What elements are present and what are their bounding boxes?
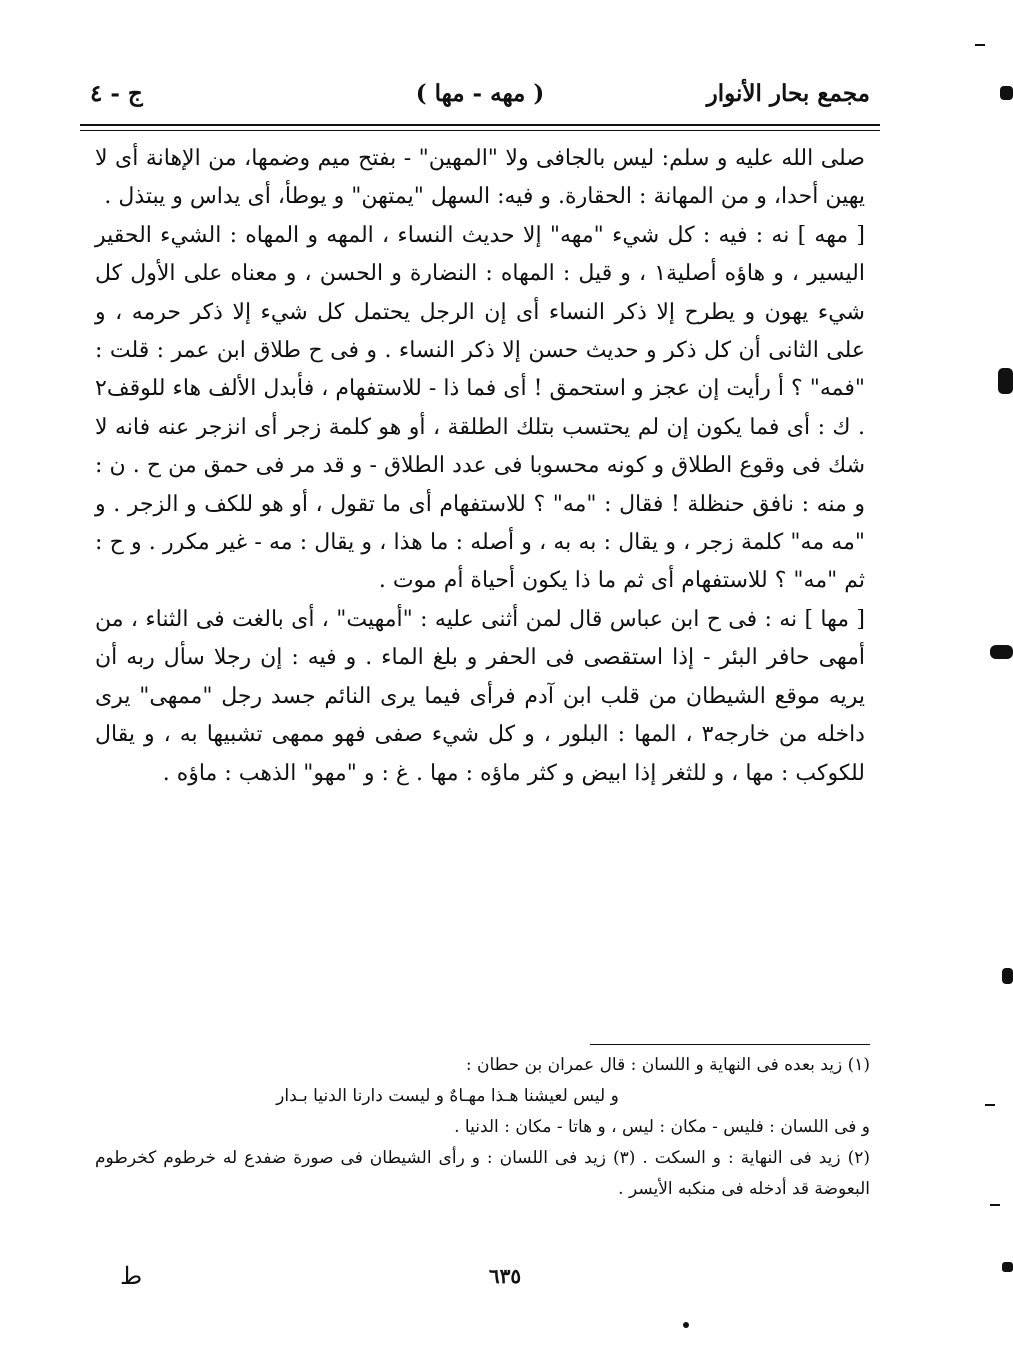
page-header: [90, 80, 870, 120]
paragraph-entry-mahah: [ مهه ] نه : فيه : كل شيء "مهه" إلا حديث النساء ، المهه و المهاه : الشيء الحقير اليسير ، و هاؤه أصلية١ ، و قيل : المهاه : النضارة و الحسن ، و معناه على الأول كل شيء يهون و يطرح إلا ذكر النساء أى إن الرجل يحتمل كل شيء إلا ذكر حرمه ، و على الثانى أن كل ذكر و حديث حسن إلا ذكر النساء . و فى ح طلاق ابن عمر : قلت : "فمه" ؟ أ رأيت إن عجز و استحمق ! أى فما ذا - للاستفهام ، فأبدل الألف هاء للوقف٢ . ك : أى فما يكون إن لم يحتسب بتلك الطلقة ، أو هو كلمة زجر أى انزجر عنه فانه لا شك فى وقوع الطلاق و كونه محسوبا فى عدد الطلاق - و قد مر فى حمق من ح . ن : و منه : نافق حنظلة ! فقال : "مه" ؟ للاستفهام أى ما تقول ، أو هو للكف و الزجر . و "مه مه" كلمة زجر ، و يقال : به به ، و أصله : ما هذا ، و يقال : مه - غير مكرر . و ح : ثم "مه" ؟ للاستفهام أى ثم ما ذا يكون أحياة أم موت .: [95, 222, 865, 594]
scan-mark: [1000, 86, 1013, 100]
entry-range: ( مهه - مها ): [415, 80, 545, 107]
scan-mark: [975, 44, 985, 46]
footnote-1-note: و فى اللسان : فليس - مكان : ليس ، و هاتا - مكان : الدنيا .: [454, 1117, 870, 1137]
scan-mark: [1002, 1262, 1013, 1272]
book-title: مجمع بحار الأنوار: [706, 80, 870, 107]
scan-mark: [990, 1204, 1000, 1206]
paragraph-continuation: صلى الله عليه و سلم: ليس بالجافى ولا "المهين" - بفتح ميم وضمها، من الإهانة أى لا يهين أحدا، و من المهانة : الحقارة. و فيه: السهل "يمتهن" و يوطأ، أى يداس و يبتذل .: [95, 146, 865, 210]
scan-mark: [990, 645, 1013, 659]
paragraph-entry-maha: [ مها ] نه : فى ح ابن عباس قال لمن أثنى عليه : "أمهيت" ، أى بالغت فى الثناء ، من أمهى حافر البئر - إذا استقصى فى الحفر و بلغ الماء . و فيه : إن رجلا سأل ربه أن يريه موقع الشيطان من قلب ابن آدم فرأى فيما يرى النائم جسد رجل "ممهى" يرى داخله من خارجه٣ ، المها : البلور ، و كل شيء صفى فهو ممهى تشبيها به ، و يقال للكوكب : مها ، و للثغر إذا ابيض و كثر ماؤه : مها . غ : و "مهو" الذهب : ماؤه .: [95, 606, 865, 786]
header-rule-thin: [80, 130, 880, 131]
scan-mark: [985, 1104, 995, 1106]
main-text: [95, 140, 865, 793]
footnote-1-intro: (١) زيد بعده فى النهاية و اللسان : قال عمران بن حطان :: [465, 1055, 870, 1075]
scan-mark: [683, 1322, 689, 1328]
scan-mark: [998, 368, 1013, 394]
footnote-separator: [590, 1044, 870, 1045]
footnote-2-3: (٢) زيد فى النهاية : و السكت . (٣) زيد فى اللسان : و رأى الشيطان فى صورة ضفدع له خرطوم كخرطوم البعوضة قد أدخله فى منكبه الأيسر .: [95, 1148, 870, 1199]
footnote-1-verse: و ليس لعيشنا هـذا مهـاهٌ و ليست دارنا الدنيا بـدار: [276, 1086, 619, 1106]
signature-letter: ط: [120, 1262, 143, 1290]
footnotes: [95, 1050, 870, 1205]
scan-mark: [1002, 968, 1013, 984]
header-rule-thick: [80, 124, 880, 126]
page-number: ٦٣٥: [488, 1264, 522, 1288]
volume-label: ج - ٤: [90, 80, 143, 107]
